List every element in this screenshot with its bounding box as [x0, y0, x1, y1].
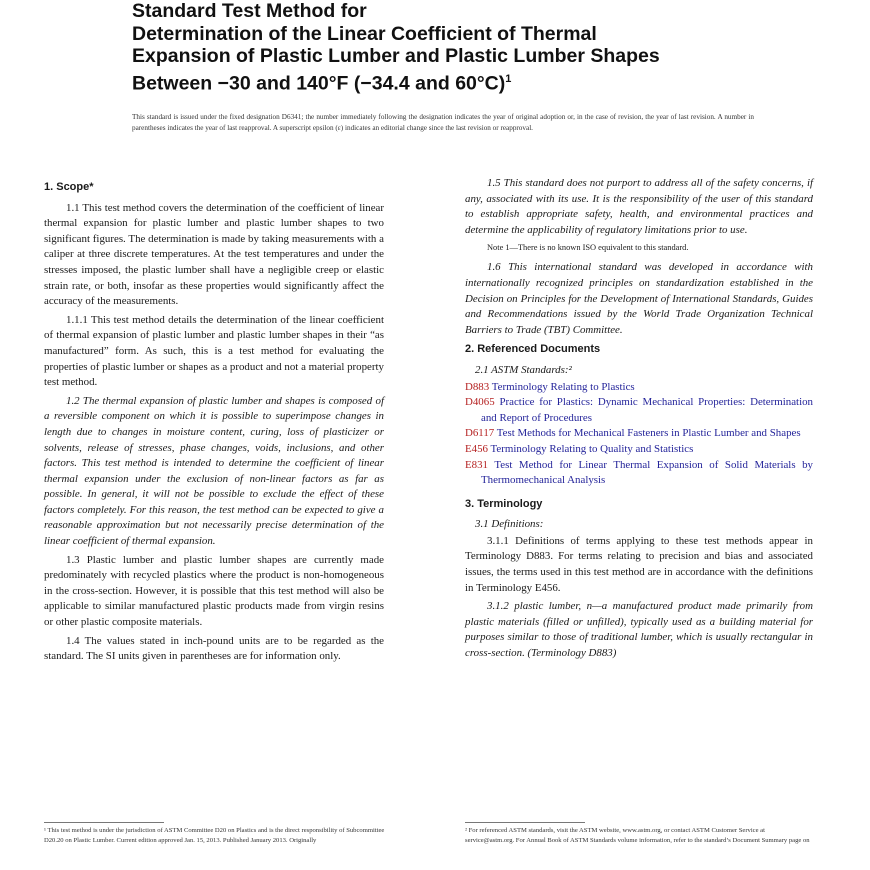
- title-line: Determination of the Linear Coefficient of Thermal: [132, 22, 597, 45]
- paragraph-1-2: 1.2 The thermal expansion of plastic lumber and shapes is composed of a reversible component on which it is possible to superimpose changes in length due to changes in moisture content, curing, loss of plasticizer or solvents, release of stresses, phase changes, voids, inclusions, and other factors. This test method is intended to determine the coefficient of linear thermal expansion under the exclusion of non-linear factors as far as possible. In general, it will not be possible to exclude the effect of these factors completely. For this reason, the test method can be expected to give a reasonable approximation but not necessarily precise determination of the linear coefficient of thermal expansion.: [44, 394, 384, 548]
- reference-title: Test Method for Linear Thermal Expansion of Solid Materials by Thermomechanical Analysis: [481, 458, 814, 487]
- reference-code: D883: [465, 380, 490, 393]
- paragraph-1-1-1: 1.1.1 This test method details the determination of the linear coefficient of thermal expansion of plastic lumber and plastic lumber shapes in their “as manufactured” form. As such, this is a test method for evaluating the properties of plastic lumber or shapes as a product and not a material property test method.: [44, 313, 384, 389]
- reference-link[interactable]: [465, 458, 813, 489]
- right-column: [465, 176, 813, 665]
- reference-title: Terminology Relating to Quality and Statistics: [490, 442, 694, 455]
- footnote-2: ² For referenced ASTM standards, visit the ASTM website, www.astm.org, or contact ASTM Customer Service at service@astm.org. For Annual Book of ASTM Standards volume information, refer to the standard’s Document Summary page on: [465, 827, 810, 844]
- paragraph-3-1-2: 3.1.2 plastic lumber, n—a manufactured product made primarily from plastic materials (filled or unfilled), typically used as a building material for purposes similar to those of traditional lumber, which is usually rectangular in cross-section. (Terminology D883): [465, 600, 813, 660]
- note-1: Note 1—There is no known ISO equivalent to this standard.: [487, 243, 689, 253]
- reference-link[interactable]: [465, 442, 813, 458]
- reference-code: E456: [465, 442, 488, 455]
- footnote-divider: [44, 822, 164, 823]
- paragraph-1-6: 1.6 This international standard was developed in accordance with internationally recognized principles on standardization established in the Decision on Principles for the Development of International Standards, Guides and Recommendations issued by the World Trade Organization Technical Barriers to Trade (TBT) Committee.: [465, 261, 813, 336]
- footnote-1: ¹ This test method is under the jurisdiction of ASTM Committee D20 on Plastics and is the direct responsibility of Subcommittee D20.20 on Plastic Lumber. Current edition approved Jan. 15, 2013. Published January 2013. Originally: [44, 827, 385, 844]
- reference-link[interactable]: [465, 395, 813, 426]
- reference-title: Terminology Relating to Plastics: [491, 380, 635, 393]
- title-line: [132, 68, 772, 95]
- reference-code: D6117: [465, 427, 495, 440]
- reference-title: Test Methods for Mechanical Fasteners in Plastic Lumber and Shapes: [496, 427, 801, 440]
- paragraph-1-1: 1.1 This test method covers the determination of the coefficient of linear thermal expansion for plastic lumber and plastic lumber shapes to two significant figures. The determination is made by taking measurements with a caliper at three discrete temperatures. At the test temperatures and under the stresses imposed, the plastic lumber shall have a negligible creep or elastic strain rate, or both, insofar as these properties would significantly affect the accuracy of the measurements.: [44, 201, 384, 308]
- definitions-label: 3.1 Definitions:: [475, 518, 544, 531]
- paragraph-1-5: 1.5 This standard does not purport to address all of the safety concerns, if any, associated with its use. It is the responsibility of the user of this standard to establish appropriate safety, health, and environmental practices and determine the applicability of regulatory limitations prior to use.: [465, 177, 813, 236]
- paragraph-1-4: 1.4 The values stated in inch-pound units are to be regarded as the standard. The SI units given in parentheses are for information only.: [44, 634, 384, 663]
- reference-code: E831: [465, 458, 488, 471]
- reference-title: Practice for Plastics: Dynamic Mechanical Properties: Determination and Report of Procedures: [481, 396, 813, 424]
- document-title: [132, 0, 772, 95]
- reference-link[interactable]: [465, 426, 813, 442]
- section-heading-referenced-documents: 2. Referenced Documents: [465, 343, 601, 356]
- title-line-text: Between −30 and 140°F (−34.4 and 60°C): [132, 72, 506, 95]
- paragraph-1-3: 1.3 Plastic lumber and plastic lumber shapes are currently made predominately with recycled plastics where the product is non-homogeneous in the cross-section. However, it is possible that this test method will also be applicable to similar manufactured plastic products made from virgin resins or other plastic composite materials.: [44, 553, 384, 629]
- astm-standards-label: 2.1 ASTM Standards:²: [475, 363, 572, 376]
- left-column: [44, 176, 384, 668]
- footnote-divider: [465, 822, 585, 823]
- section-heading-scope: 1. Scope*: [44, 181, 94, 193]
- paragraph-3-1-1: 3.1.1 Definitions of terms applying to these test methods appear in Terminology D883. For terms relating to precision and bias and associated issues, the terms used in this test method are in accordance with the definitions in Terminology E456.: [465, 534, 813, 594]
- title-line: Standard Test Method for: [132, 0, 367, 22]
- reference-code: D4065: [465, 396, 495, 409]
- title-footnote-mark: 1: [505, 72, 512, 85]
- designation-notice: This standard is issued under the fixed designation D6341; the number immediately following the designation indicates the year of original adoption or, in the case of revision, the year of last revision. A number in parentheses indicates the year of last reapproval. A superscript epsilon (ε) indicates an editorial change since the last revision or reapproval.: [132, 113, 754, 132]
- section-heading-terminology: 3. Terminology: [465, 497, 543, 510]
- reference-link[interactable]: [465, 380, 813, 396]
- title-line: Expansion of Plastic Lumber and Plastic Lumber Shapes: [132, 45, 660, 68]
